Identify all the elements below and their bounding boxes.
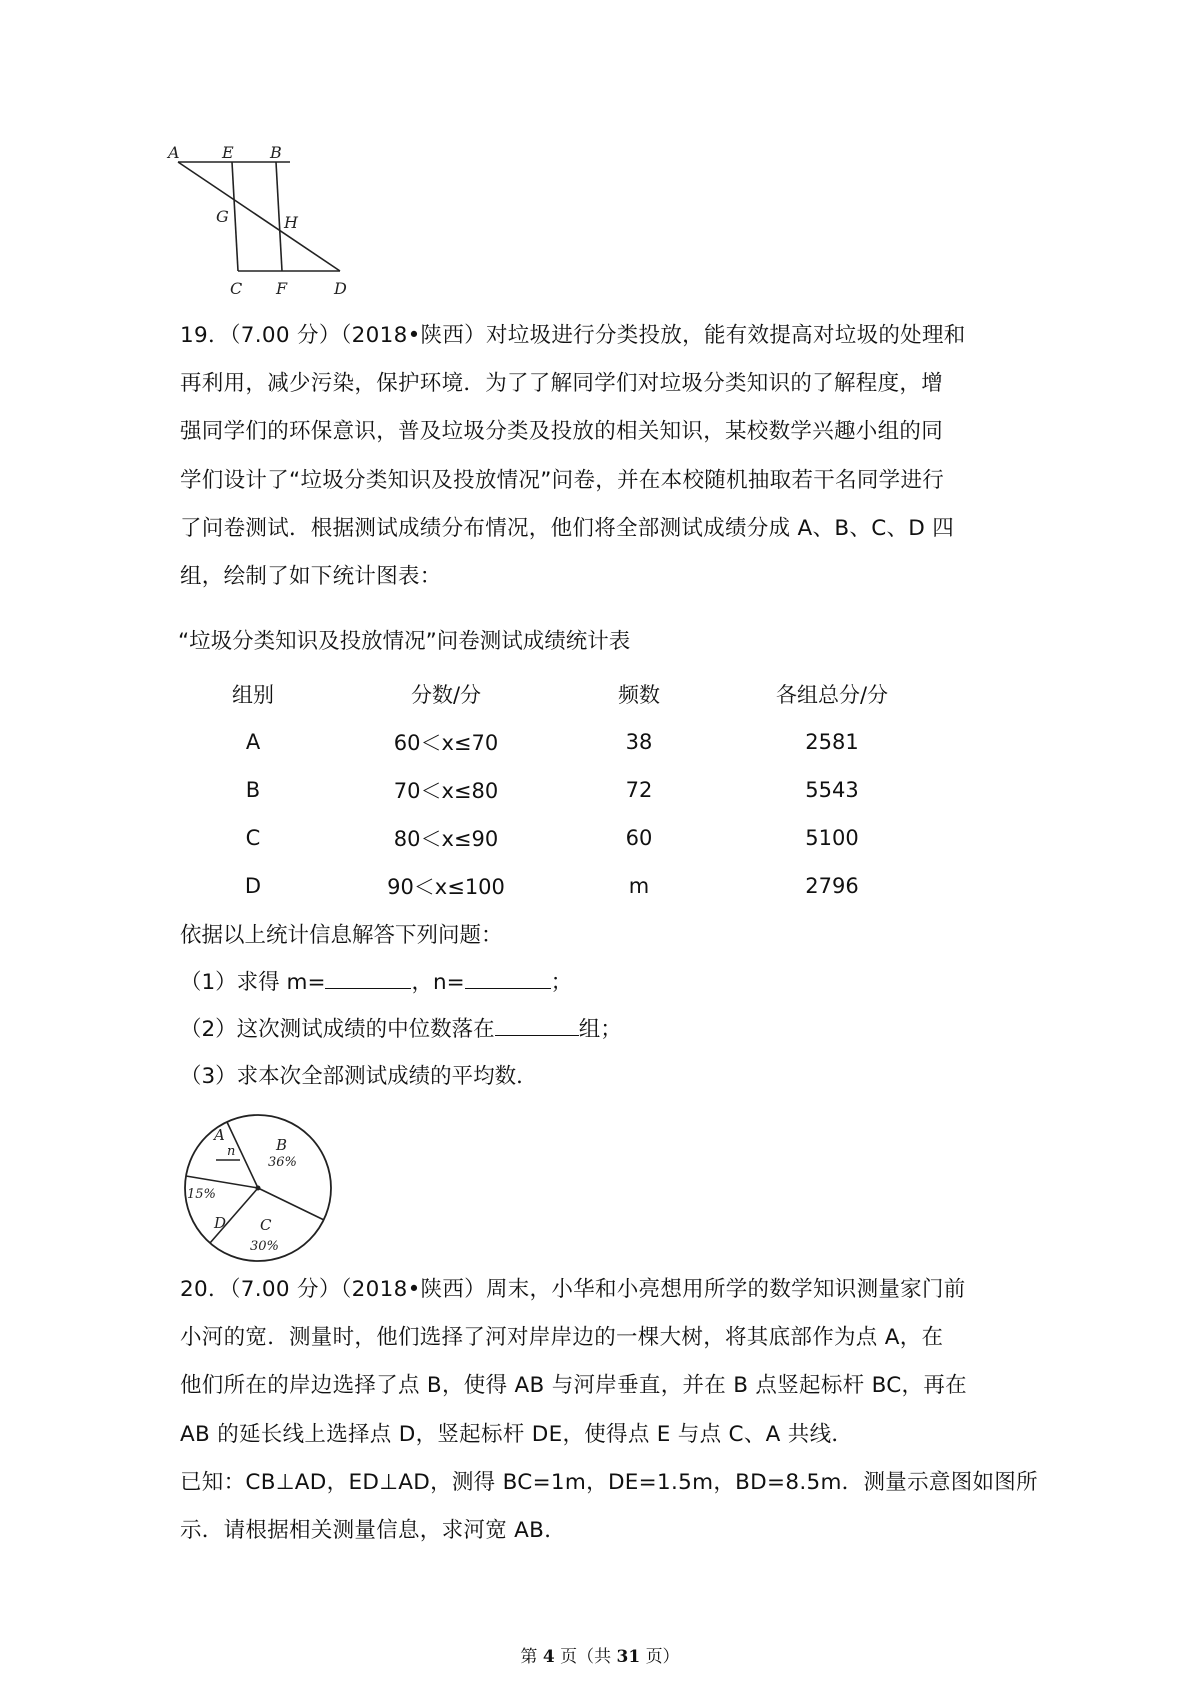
label-d: D bbox=[334, 279, 347, 298]
text-line: 他们所在的岸边选择了点 B，使得 AB 与河岸垂直，并在 B 点竖起标杆 BC，再在 bbox=[180, 1373, 967, 1399]
subquestion-1 bbox=[180, 959, 622, 1006]
label-h: H bbox=[284, 213, 298, 232]
footer-total-pages: 31 bbox=[616, 1647, 641, 1667]
table-cell: D bbox=[244, 874, 262, 898]
table-cell: 90＜x≤100 bbox=[387, 875, 505, 899]
text-line: 20．（7.00 分）（2018•陕西）周末，小华和小亮想用所学的数学知识测量家门前 bbox=[180, 1277, 966, 1302]
geometry-figure bbox=[168, 143, 388, 328]
footer-page-number: 4 bbox=[542, 1647, 555, 1667]
footer-pre: 第 bbox=[520, 1647, 538, 1667]
text-line: 19．（7.00 分）（2018•陕西）对垃圾进行分类投放，能有效提高对垃圾的处理和 bbox=[180, 323, 966, 348]
geometry-diagram bbox=[168, 143, 388, 328]
table-cell: 80＜x≤90 bbox=[393, 827, 499, 851]
subquestion-2-suffix: 组； bbox=[578, 1017, 622, 1042]
page-footer bbox=[0, 1642, 1200, 1667]
table-cell: 60 bbox=[625, 826, 653, 850]
table-header-row bbox=[178, 670, 950, 718]
table-cell: 2581 bbox=[805, 730, 859, 754]
slice-label-d: D bbox=[214, 1214, 227, 1232]
subquestion-2-prefix: （2）这次测试成绩的中位数落在 bbox=[180, 1017, 495, 1042]
slice-label-c: C bbox=[260, 1216, 272, 1234]
question-19-text bbox=[180, 312, 1030, 601]
slice-value-d: 15% bbox=[187, 1187, 216, 1202]
subquestion-1-prefix: （1）求得 m= bbox=[180, 970, 326, 995]
footer-mid: 页（共 bbox=[560, 1647, 612, 1667]
label-e: E bbox=[222, 143, 234, 162]
answer-blank-median bbox=[495, 1013, 579, 1036]
segment-ec bbox=[232, 162, 238, 271]
text-line: 学们设计了“垃圾分类知识及投放情况”问卷，并在本校随机抽取若干名同学进行 bbox=[180, 467, 945, 493]
segment-bf bbox=[276, 162, 282, 271]
subquestion-3: （3）求本次全部测试成绩的平均数． bbox=[180, 1064, 538, 1089]
question-20-text bbox=[180, 1266, 1038, 1555]
subquestion-1-mid: ，n= bbox=[411, 970, 465, 995]
label-c: C bbox=[230, 279, 243, 298]
text-line: 示．请根据相关测量信息，求河宽 AB． bbox=[180, 1518, 566, 1544]
table-cell: A bbox=[245, 730, 261, 754]
slice-label-b: B bbox=[276, 1136, 288, 1154]
subquestion-1-suffix: ； bbox=[550, 970, 573, 995]
table-header: 分数/分 bbox=[410, 683, 482, 707]
table-caption: “垃圾分类知识及投放情况”问卷测试成绩统计表 bbox=[178, 629, 631, 654]
label-b: B bbox=[270, 143, 282, 162]
segment-ad bbox=[178, 162, 340, 271]
answer-blank-n bbox=[465, 966, 551, 989]
pie-chart-figure bbox=[178, 1108, 338, 1268]
pie-center bbox=[256, 1186, 261, 1191]
table-cell: C bbox=[245, 826, 261, 850]
table-cell: B bbox=[245, 778, 261, 802]
text-line: 组，绘制了如下统计图表： bbox=[180, 564, 442, 590]
label-f: F bbox=[276, 279, 288, 298]
footer-post: 页） bbox=[645, 1647, 680, 1667]
table-header: 各组总分/分 bbox=[775, 683, 889, 707]
text-line: 已知：CB⊥AD，ED⊥AD，测得 BC=1m，DE=1.5m，BD=8.5m．测量示意图如图所 bbox=[180, 1469, 1038, 1495]
table-cell: 72 bbox=[625, 778, 653, 802]
prompt-text: 依据以上统计信息解答下列问题： bbox=[180, 923, 503, 948]
table-cell: m bbox=[628, 874, 650, 898]
label-g: G bbox=[216, 207, 229, 226]
table-cell: 2796 bbox=[805, 874, 859, 898]
slice-value-b: 36% bbox=[268, 1155, 297, 1170]
text-line: 再利用，减少污染，保护环境．为了了解同学们对垃圾分类知识的了解程度，增 bbox=[180, 371, 944, 397]
text-line: 强同学们的环保意识，普及垃圾分类及投放的相关知识，某校数学兴趣小组的同 bbox=[180, 419, 944, 445]
table-row bbox=[178, 862, 950, 910]
table-row bbox=[178, 766, 950, 814]
table-row bbox=[178, 718, 950, 766]
table-cell: 5543 bbox=[805, 778, 859, 802]
table-cell: 70＜x≤80 bbox=[393, 779, 499, 803]
slice-value-a: n bbox=[227, 1144, 236, 1159]
table-cell: 5100 bbox=[805, 826, 859, 850]
text-line: 了问卷测试．根据测试成绩分布情况，他们将全部测试成绩分成 A、B、C、D 四 bbox=[180, 515, 955, 541]
text-line: 小河的宽．测量时，他们选择了河对岸岸边的一棵大树，将其底部作为点 A，在 bbox=[180, 1325, 944, 1351]
label-a: A bbox=[168, 143, 180, 162]
slice-label-a: A bbox=[214, 1126, 225, 1144]
slice-value-c: 30% bbox=[250, 1239, 279, 1254]
pie-chart bbox=[178, 1108, 338, 1268]
subquestion-2 bbox=[180, 1006, 622, 1053]
question-19-subquestions bbox=[180, 912, 622, 1100]
score-table bbox=[178, 670, 950, 910]
table-cell: 60＜x≤70 bbox=[393, 731, 499, 755]
table-header: 频数 bbox=[618, 683, 660, 707]
table-header: 组别 bbox=[232, 683, 274, 707]
answer-blank-m bbox=[325, 966, 411, 989]
table-row bbox=[178, 814, 950, 862]
text-line: AB 的延长线上选择点 D，竖起标杆 DE，使得点 E 与点 C、A 共线． bbox=[180, 1421, 854, 1447]
table-cell: 38 bbox=[625, 730, 653, 754]
